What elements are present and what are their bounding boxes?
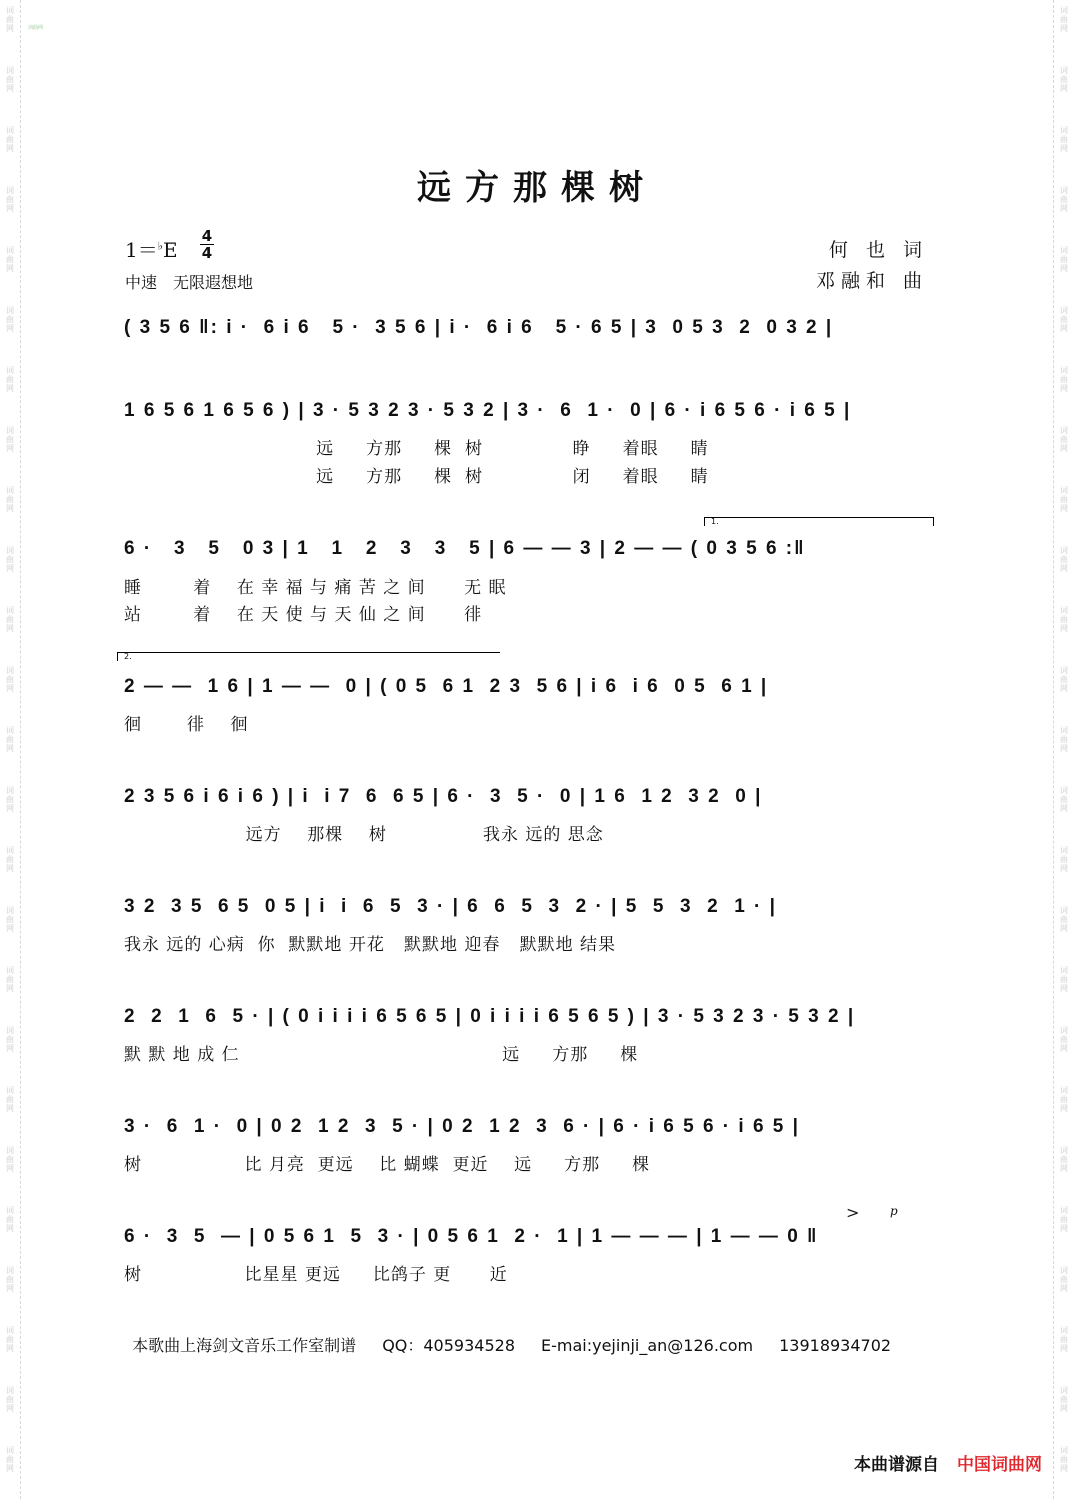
lyric-line: 远 方那 棵 树 睁 着眼 睛 (124, 439, 709, 459)
watermark-mark: 词 曲 网 (6, 966, 14, 993)
watermark-mark: 词 曲 网 (6, 906, 14, 933)
watermark-strip-left (0, 0, 21, 1499)
watermark-mark: 词 曲 网 (6, 1086, 14, 1113)
lyric-line: 徊 徘 徊 (124, 715, 249, 735)
watermark-mark: 词 曲 网 (6, 1446, 14, 1473)
watermark-mark: 词 曲 网 (6, 246, 14, 273)
footer-phone: 13918934702 (779, 1336, 892, 1355)
watermark-mark: 词 曲 网 (1060, 1386, 1068, 1413)
watermark-mark: 词 曲 网 (1060, 126, 1068, 153)
watermark-mark: 词 曲 网 (6, 366, 14, 393)
composer-credit: 邓融和 曲 (815, 270, 928, 292)
watermark-mark: 词 曲 网 (6, 486, 14, 513)
score-system-3: 6 · 3 5 0 3 | 1 1 2 3 3 5 | 6 — — 3 | 2 — — ( 0 3 5 6 :‖ (124, 538, 806, 559)
watermark-mark: 词 曲 网 (1060, 366, 1068, 393)
score-system-4: 2 — — 1 6 | 1 — — 0 | ( 0 5 6 1 2 3 5 6 | i 6 i 6 0 5 6 1 | (124, 676, 769, 697)
watermark-mark: 词 曲 网 (1060, 1086, 1068, 1113)
song-title: 远方那棵树 (417, 168, 657, 208)
watermark-mark: 词 曲 网 (1060, 1206, 1068, 1233)
score-system-5: 2 3 5 6 i 6 i 6 ) | i i 7 6 6 5 | 6 · 3 5 · 0 | 1 6 1 2 3 2 0 | (124, 786, 763, 807)
score-system-6: 3 2 3 5 6 5 0 5 | i i 6 5 3 · | 6 6 5 3 2 · | 5 5 3 2 1 · | (124, 896, 777, 917)
watermark-mark: 词 曲 网 (6, 1266, 14, 1293)
watermark-mark: 词 曲 网 (6, 426, 14, 453)
lyric-line: 睡 着 在 幸 福 与 痛 苦 之 间 无 眠 (124, 578, 507, 598)
watermark-mark: 词 曲 网 (6, 666, 14, 693)
volta-bracket-2: 2. (117, 652, 500, 661)
time-signature-bottom: 4 (201, 244, 213, 262)
watermark-mark: 词 曲 网 (1060, 1326, 1068, 1353)
watermark-mark: 词 曲 网 (6, 186, 14, 213)
watermark-mark: 词 曲 网 (6, 786, 14, 813)
footer-credits (122, 1314, 917, 1356)
decrescendo-mark: > (846, 1203, 860, 1222)
tempo-marking: 中速 无限遐想地 (125, 273, 254, 292)
key-letter: E (162, 238, 178, 262)
watermark-mark: 词 曲 网 (6, 66, 14, 93)
watermark-mark: 词 曲 网 (6, 1326, 14, 1353)
watermark-mark: 词 曲 网 (6, 846, 14, 873)
lyric-line: 远方 那棵 树 我永 远的 思念 (124, 825, 604, 845)
lyric-line: 站 着 在 天 使 与 天 仙 之 间 徘 (124, 605, 483, 625)
watermark-mark: 词 曲 网 (1060, 1026, 1068, 1053)
lyric-line: 我永 远的 心病 你 默默地 开花 默默地 迎春 默默地 结果 (124, 935, 617, 955)
watermark-mark: 词 曲 网 (1060, 546, 1068, 573)
key-prefix: 1＝ (125, 238, 158, 262)
time-signature-top: 4 (201, 227, 213, 245)
volta-bracket-1: 1. (704, 517, 934, 526)
time-signature (200, 228, 214, 261)
watermark-mark: 词 曲 网 (6, 306, 14, 333)
watermark-mark: 词 曲 网 (1060, 1146, 1068, 1173)
watermark-mark: 词 曲 网 (1060, 66, 1068, 93)
watermark-mark: 词 曲 网 (6, 1146, 14, 1173)
watermark-mark: 词 曲 网 (1060, 486, 1068, 513)
source-site-link[interactable]: 中国词曲网 (957, 1455, 1042, 1475)
watermark-mark: 词 曲 网 (1060, 1446, 1068, 1473)
watermark-mark: 词 曲 网 (1060, 786, 1068, 813)
watermark-mark: 词 曲 网 (1060, 966, 1068, 993)
lyric-line: 树 比星星 更远 比鸽子 更 近 (124, 1265, 508, 1285)
watermark-mark: 词 曲 网 (6, 1026, 14, 1053)
watermark-strip-right (1053, 0, 1074, 1499)
score-system-2: 1 6 5 6 1 6 5 6 ) | 3 · 5 3 2 3 · 5 3 2 | 3 · 6 1 · 0 | 6 · i 6 5 6 · i 6 5 | (124, 400, 852, 421)
watermark-mark: 词 曲 网 (6, 606, 14, 633)
lyric-line: 树 比 月亮 更远 比 蝴蝶 更近 远 方那 棵 (124, 1155, 651, 1175)
watermark-tiny-top: 词曲网 (28, 25, 44, 31)
watermark-mark: 词 曲 网 (6, 726, 14, 753)
watermark-mark: 词 曲 网 (1060, 726, 1068, 753)
source-line (854, 1450, 1042, 1475)
watermark-mark: 词 曲 网 (1060, 666, 1068, 693)
watermark-mark: 词 曲 网 (6, 6, 14, 33)
score-system-7: 2 2 1 6 5 · | ( 0 i i i i 6 5 6 5 | 0 i i i i 6 5 6 5 ) | 3 · 5 3 2 3 · 5 3 2 | (124, 1006, 856, 1027)
watermark-mark: 词 曲 网 (1060, 246, 1068, 273)
watermark-mark: 词 曲 网 (6, 546, 14, 573)
watermark-mark: 词 曲 网 (1060, 306, 1068, 333)
flat-sign: ♭ (157, 239, 163, 253)
score-system-8: 3 · 6 1 · 0 | 0 2 1 2 3 5 · | 0 2 1 2 3 6 · | 6 · i 6 5 6 · i 6 5 | (124, 1116, 800, 1137)
lyricist-credit: 何 也 词 (828, 239, 928, 261)
watermark-mark: 词 曲 网 (6, 1386, 14, 1413)
score-system-1: ( 3 5 6 ‖: i · 6 i 6 5 · 3 5 6 | i · 6 i 6 5 · 6 5 | 3 0 5 3 2 0 3 2 | (124, 317, 834, 338)
footer-studio: 本歌曲上海剑文音乐工作室制谱 (132, 1336, 357, 1355)
watermark-mark: 词 曲 网 (6, 126, 14, 153)
watermark-mark: 词 曲 网 (6, 1206, 14, 1233)
watermark-mark: 词 曲 网 (1060, 1266, 1068, 1293)
watermark-mark: 词 曲 网 (1060, 426, 1068, 453)
watermark-mark: 词 曲 网 (1060, 606, 1068, 633)
watermark-mark: 词 曲 网 (1060, 906, 1068, 933)
footer-email: E-mai:yejinji_an@126.com (541, 1336, 754, 1355)
footer-qq: QQ：405934528 (382, 1336, 515, 1355)
lyric-line: 远 方那 棵 树 闭 着眼 睛 (124, 467, 709, 487)
watermark-mark: 词 曲 网 (1060, 186, 1068, 213)
watermark-mark: 词 曲 网 (1060, 846, 1068, 873)
key-signature (125, 234, 178, 263)
lyric-line: 默 默 地 成 仁 远 方那 棵 (124, 1045, 639, 1065)
watermark-mark: 词 曲 网 (1060, 6, 1068, 33)
dynamic-piano: p (890, 1204, 898, 1218)
source-label: 本曲谱源自 (854, 1455, 939, 1475)
score-system-9: 6 · 3 5 — | 0 5 6 1 5 3 · | 0 5 6 1 2 · 1 | 1 — — — | 1 — — 0 ‖ (124, 1226, 819, 1247)
